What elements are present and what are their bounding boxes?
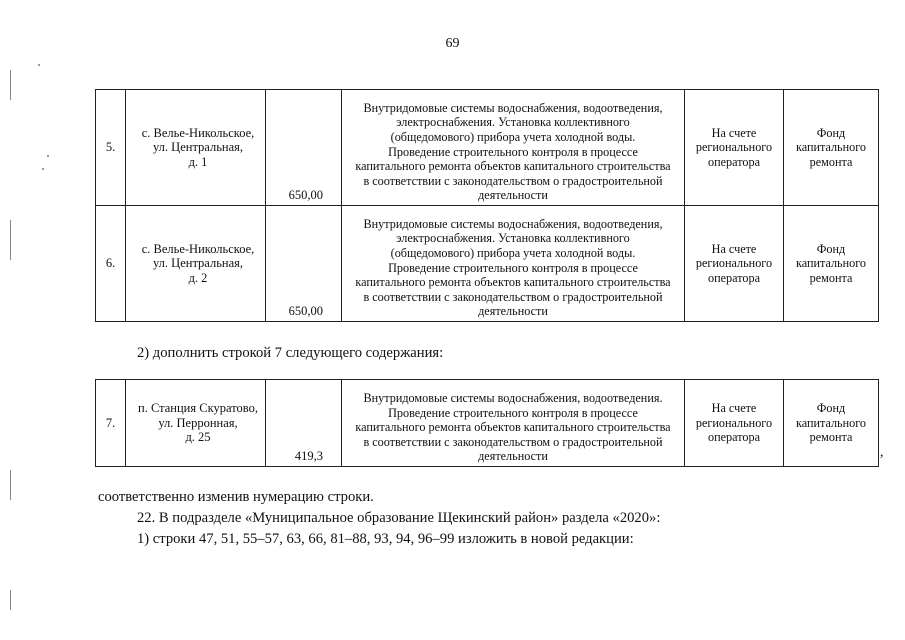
work-type-cell [342,90,685,206]
account-cell-line: оператора [708,430,760,445]
address-cell-line: д. 25 [185,430,211,445]
repair-table-continued [95,89,879,322]
fund-cell [784,206,879,322]
row-number: 6. [96,206,126,322]
scan-dot [42,168,44,170]
address-cell-line: п. Станция Скуратово, [138,401,258,416]
account-cell [685,380,784,467]
row-number: 5. [96,90,126,206]
work-type-cell-line: деятельности [478,188,548,203]
work-type-cell-line: электроснабжения. Установка коллективного [396,115,630,130]
work-type-cell-line: Проведение строительного контроля в процессе [388,144,638,159]
fund-cell-line: капитального [795,415,867,430]
fund-cell-line: капитального [795,256,867,271]
work-type-cell-line: капитального ремонта объектов капитального строительства [355,159,671,174]
cost-cell: 650,00 [266,206,342,322]
work-type-cell-line: Внутридомовые системы водоснабжения, водоотведения, [363,100,663,115]
address-cell-line: ул. Перронная, [158,415,238,430]
address-cell-line: д. 1 [188,154,208,169]
work-type-cell-line: (общедомового) прибора учета холодной воды. [390,246,636,261]
account-cell-line: оператора [708,270,760,285]
work-type-cell-line: Проведение строительного контроля в процессе [388,260,638,275]
account-cell-line: оператора [708,154,760,169]
paragraph-rows-list: 1) строки 47, 51, 55–57, 63, 66, 81–88, 93, 94, 96–99 изложить в новой редакции: [137,531,634,547]
scan-dot [47,155,49,157]
fund-cell [784,90,879,206]
fund-cell-line: Фонд [816,125,846,140]
work-type-cell-line: деятельности [478,449,548,464]
account-cell-line: регионального [695,256,773,271]
repair-table-new-row [95,379,879,467]
fund-cell-line: ремонта [809,270,853,285]
address-cell [126,90,266,206]
address-cell-line: ул. Центральная, [152,140,244,155]
margin-mark [10,590,11,610]
account-cell-line: регионального [695,415,773,430]
cost-cell: 419,3 [266,380,342,467]
table-row [96,90,879,206]
work-type-cell-line: в соответствии с законодательством о градостроительной [363,434,663,449]
address-cell-line: ул. Центральная, [152,256,244,271]
address-cell [126,206,266,322]
address-cell [126,380,266,467]
address-cell-line: с. Велье-Никольское, [141,125,255,140]
row-number: 7. [96,380,126,467]
account-cell-line: регионального [695,140,773,155]
work-type-cell-line: (общедомового) прибора учета холодной воды. [390,130,636,145]
margin-mark [10,470,11,500]
work-type-cell-line: капитального ремонта объектов капитального строительства [355,275,671,290]
scan-dot [38,64,40,66]
table-row [96,206,879,322]
address-cell-line: с. Велье-Никольское, [141,241,255,256]
work-type-cell-line: в соответствии с законодательством о градостроительной [363,289,663,304]
paragraph-22: 22. В подразделе «Муниципальное образование Щекинский район» раздела «2020»: [137,510,661,526]
account-cell [685,90,784,206]
work-type-cell-line: деятельности [478,304,548,319]
margin-mark [10,70,11,100]
instruction-add-row: 2) дополнить строкой 7 следующего содержания: [137,345,444,361]
fund-cell-line: Фонд [816,241,846,256]
work-type-cell-line: в соответствии с законодательством о градостроительной [363,173,663,188]
fund-cell-line: ремонта [809,430,853,445]
renumber-note: соответственно изменив нумерацию строки. [98,489,374,505]
address-cell-line: д. 2 [188,270,208,285]
work-type-cell-line: капитального ремонта объектов капитального строительства [355,420,671,435]
account-cell-line: На счете [711,241,757,256]
work-type-cell-line: Проведение строительного контроля в процессе [388,405,638,420]
account-cell-line: На счете [711,401,757,416]
page-number: 69 [445,36,460,51]
work-type-cell [342,380,685,467]
table-row [96,380,879,467]
margin-mark [10,220,11,260]
fund-cell-line: капитального [795,140,867,155]
work-type-cell [342,206,685,322]
fund-cell-line: ремонта [809,154,853,169]
account-cell [685,206,784,322]
trailing-comma: , [880,445,884,460]
work-type-cell-line: Внутридомовые системы водоснабжения, водоотведения, [363,216,663,231]
work-type-cell-line: электроснабжения. Установка коллективного [396,231,630,246]
fund-cell-line: Фонд [816,401,846,416]
fund-cell [784,380,879,467]
account-cell-line: На счете [711,125,757,140]
work-type-cell-line: Внутридомовые системы водоснабжения, водоотведения. [363,391,663,406]
cost-cell: 650,00 [266,90,342,206]
